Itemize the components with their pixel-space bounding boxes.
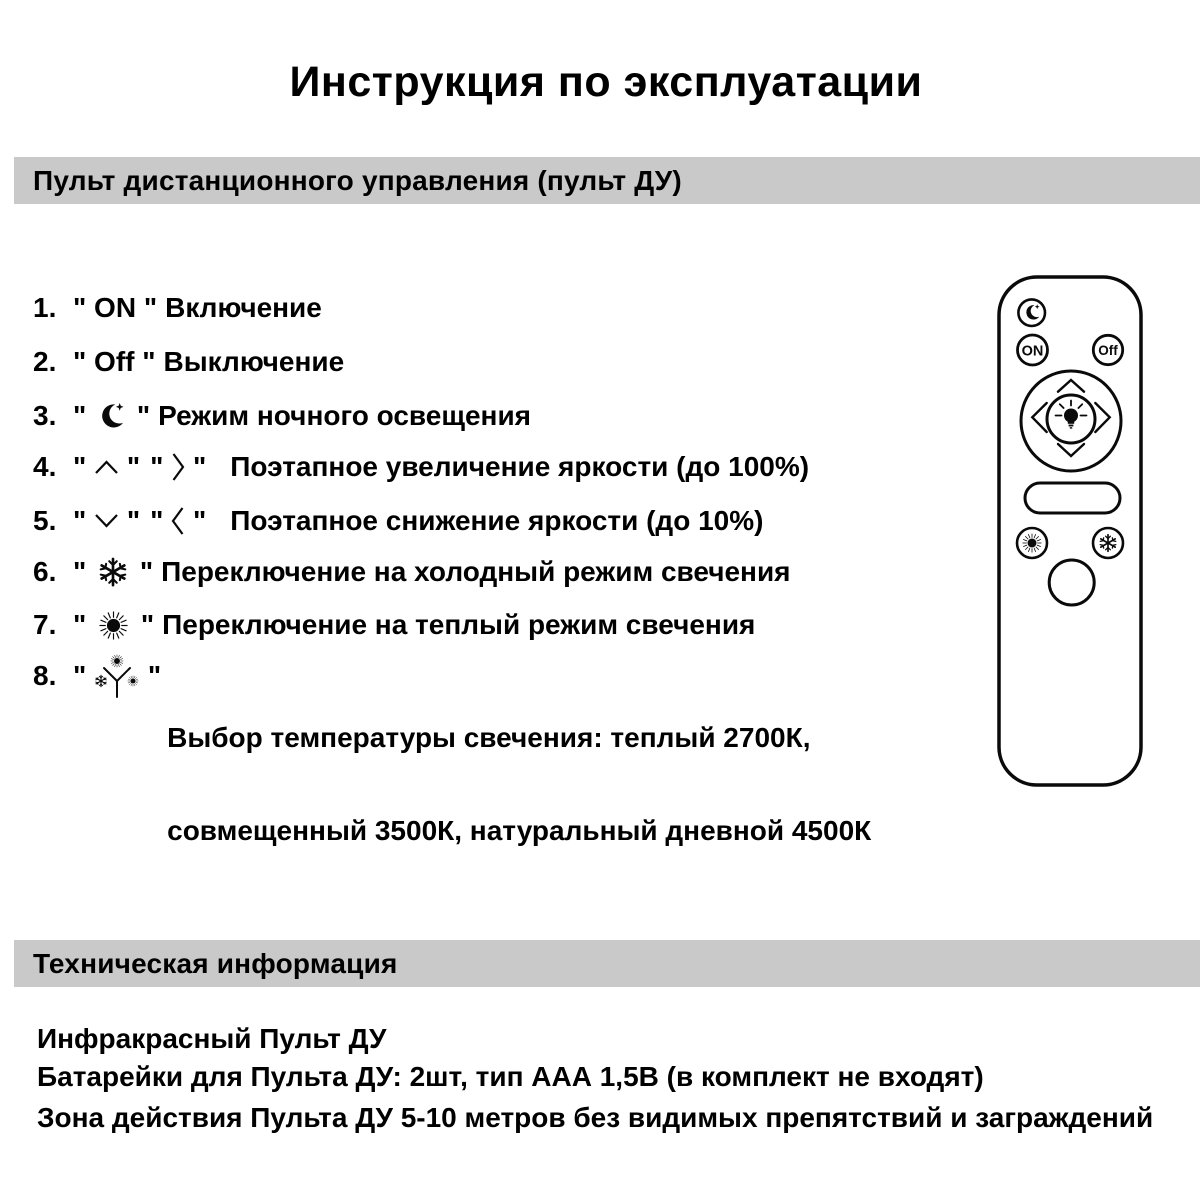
open-quote: " xyxy=(150,505,172,536)
item-label: Поэтапное снижение яркости (до 10%) xyxy=(230,505,764,536)
close-quote: " xyxy=(185,505,207,536)
remote-body xyxy=(999,277,1141,785)
section-header-tech xyxy=(14,940,1200,987)
sun-icon xyxy=(1022,533,1041,552)
temperature-select-icon xyxy=(94,654,140,700)
off-button-label: Off xyxy=(1098,343,1118,358)
list-item-5 xyxy=(33,504,763,538)
item-number: 6. xyxy=(33,556,57,587)
open-quote: " xyxy=(73,609,95,640)
item-label: Выключение xyxy=(163,346,345,377)
close-quote: " xyxy=(185,451,207,482)
item-number: 3. xyxy=(33,400,57,431)
item-number: 8. xyxy=(33,660,57,691)
list-item-4 xyxy=(33,450,809,484)
open-quote: " xyxy=(73,451,95,482)
item-label-line1: Выбор температуры свечения: теплый 2700К, xyxy=(167,722,811,753)
off-symbol: " Off " xyxy=(73,346,156,377)
list-item-6 xyxy=(33,555,791,589)
crescent-moon-icon xyxy=(98,402,125,431)
item-label: Поэтапное увеличение яркости (до 100%) xyxy=(230,451,810,482)
item-label: Режим ночного освещения xyxy=(158,400,532,431)
tech-info-line: Инфракрасный Пульт ДУ xyxy=(37,1023,387,1054)
open-quote: " xyxy=(73,400,95,431)
open-quote: " xyxy=(150,451,172,482)
page-title: Инструкция по эксплуатации xyxy=(289,58,923,106)
item-number: 5. xyxy=(33,505,57,536)
item-number: 4. xyxy=(33,451,57,482)
chevron-up-icon xyxy=(94,459,119,475)
list-item-8 xyxy=(33,660,871,908)
section-header-remote xyxy=(14,157,1200,204)
chevron-down-icon xyxy=(94,513,119,529)
item-label xyxy=(167,660,871,908)
close-quote: " xyxy=(140,660,162,691)
item-number: 7. xyxy=(33,609,57,640)
snowflake-icon xyxy=(98,557,128,587)
list-item-2 xyxy=(33,345,344,379)
sun-icon xyxy=(98,610,129,641)
open-quote: " xyxy=(73,556,95,587)
item-label: Переключение на холодный режим свечения xyxy=(161,556,791,587)
section-header-tech-label: Техническая информация xyxy=(33,947,398,979)
item-number: 2. xyxy=(33,346,57,377)
open-quote: " xyxy=(73,505,95,536)
item-label: Переключение на теплый режим свечения xyxy=(162,609,756,640)
close-quote: " xyxy=(119,451,141,482)
tech-info-line: Батарейки для Пульта ДУ: 2шт, тип ААА 1,5В (в комплект не входят) xyxy=(37,1061,984,1092)
item-number: 1. xyxy=(33,292,57,323)
close-quote: " xyxy=(119,505,141,536)
item-label-line2: совмещенный 3500К, натуральный дневной 4500К xyxy=(167,815,872,846)
item-label: Включение xyxy=(165,292,322,323)
angle-right-icon xyxy=(171,452,185,482)
section-header-remote-label: Пульт дистанционного управления (пульт ДУ) xyxy=(33,164,682,196)
list-item-7 xyxy=(33,608,755,642)
close-quote: " xyxy=(132,556,154,587)
list-item-1 xyxy=(33,291,322,325)
on-symbol: " ON " xyxy=(73,292,158,323)
list-item-3 xyxy=(33,399,531,433)
angle-left-icon xyxy=(171,506,185,536)
on-button-label: ON xyxy=(1021,343,1044,360)
open-quote: " xyxy=(73,660,95,691)
remote-control-drawing xyxy=(988,263,1148,793)
tech-info-line: Зона действия Пульта ДУ 5-10 метров без видимых препятствий и заграждений xyxy=(37,1102,1154,1133)
close-quote: " xyxy=(133,609,155,640)
close-quote: " xyxy=(129,400,151,431)
